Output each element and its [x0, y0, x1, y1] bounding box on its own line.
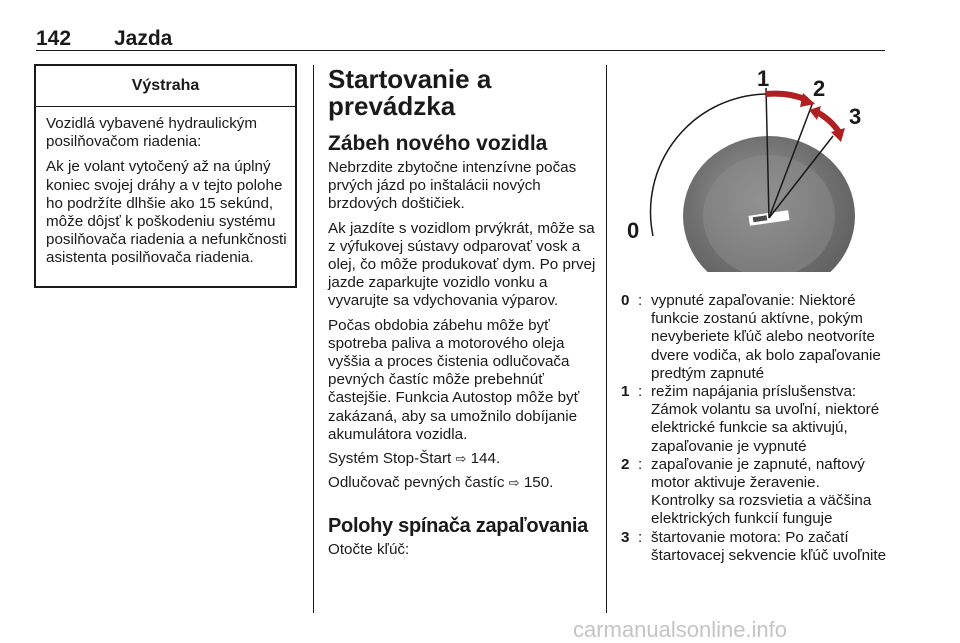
- page-number: 142: [36, 27, 72, 50]
- cross-reference-page: 144.: [470, 450, 501, 468]
- list-item: [621, 529, 887, 565]
- position-list: [621, 292, 887, 565]
- list-item-colon: :: [638, 455, 643, 473]
- position-label-0: 0: [627, 218, 640, 243]
- position-label-2: 2: [813, 76, 826, 101]
- cross-reference-text: Systém Stop-Štart: [328, 450, 452, 468]
- section-heading: Zábeh nového vozidla: [328, 132, 548, 155]
- watermark: carmanualsonline.info: [573, 617, 788, 642]
- warning-box: [34, 64, 297, 288]
- list-item: [621, 456, 887, 529]
- cross-reference-text: Odlučovač pevných častíc: [328, 474, 505, 492]
- cross-reference-page: 150.: [523, 474, 554, 492]
- position-label-1: 1: [757, 66, 770, 91]
- list-item-key: 0: [621, 292, 630, 309]
- list-item-key: 2: [621, 455, 630, 473]
- list-item: [621, 292, 887, 383]
- arrow-right-icon: ⇨: [455, 451, 467, 467]
- list-item-colon: :: [638, 528, 643, 546]
- warning-paragraph: Vozidlá vybavené hydraulickým posilňovačom riadenia:: [46, 115, 258, 151]
- warning-title: Výstraha: [36, 66, 295, 107]
- list-item-text: štartovanie motora: Po začatí štartovacej sekvencie kľúč uvoľnite: [651, 528, 887, 564]
- list-item-text: vypnuté zapaľovanie: Niektoré funkcie zostanú aktívne, pokým nevyberiete kľúč alebo neotvoríte dvere vodiča, ak bolo zapaľovanie predtým zapnuté: [651, 292, 881, 382]
- body-paragraph: Počas obdobia zábehu môže byť spotreba paliva a motorového oleja vyššia a proces čistenia odlučovača pevných častíc môže prebehnúť častejšie. Funkcia Autostop môže byť zakázaná, aby sa umožnilo dobíjanie akumulátora vozidla.: [328, 316, 580, 443]
- list-item-key: 3: [621, 528, 630, 546]
- warning-paragraph: Ak je volant vytočený až na úplný koniec svojej dráhy a v tejto polohe ho podržíte dlhšie ako 15 sekúnd, môže dôjsť k poškodeniu systému posilňovača riadenia a nefunkčnosti asistenta posilňovača riadenia.: [46, 158, 287, 267]
- middle-column: [328, 66, 596, 566]
- page-header: [36, 27, 885, 51]
- list-item-key: 1: [621, 383, 630, 401]
- warning-body: [36, 107, 295, 268]
- arrow-right-icon: ⇨: [508, 475, 520, 491]
- header-rule: [36, 50, 885, 51]
- list-item: [621, 383, 887, 456]
- list-item-colon: :: [638, 292, 643, 309]
- body-paragraph: Nebrzdite zbytočne intenzívne počas prvých jázd po inštalácii nových brzdových doštičiek.: [328, 159, 577, 213]
- ignition-key-dial-icon: [621, 66, 885, 272]
- list-item-colon: :: [638, 383, 643, 401]
- body-paragraph: Otočte kľúč:: [328, 541, 410, 559]
- list-item-text: zapaľovanie je zapnuté, naftový motor aktivuje žeravenie. Kontrolky sa rozsvietia a väčšina elektrických funkcií funguje: [651, 455, 872, 528]
- cross-reference[interactable]: [328, 474, 596, 492]
- cross-reference[interactable]: [328, 450, 596, 468]
- column-divider-right: [606, 65, 607, 613]
- list-item-text: režim napájania príslušenstva: Zámok volantu sa uvoľní, niektoré elektrické funkcie sa aktivujú, zapaľovanie je vypnuté: [651, 383, 880, 455]
- position-label-3: 3: [849, 104, 862, 129]
- column-divider-left: [313, 65, 314, 613]
- section-title: Jazda: [114, 27, 173, 50]
- ignition-figure: [621, 66, 885, 272]
- body-paragraph: Ak jazdíte s vozidlom prvýkrát, môže sa z výfukovej sústavy odparovať vosk a olej, čo môže produkovať dym. Po prvej jazde zaparkujte vozidlo vonku a vyvarujte sa vdychovania výparov.: [328, 219, 596, 310]
- chapter-heading: Startovanie a prevádzka: [328, 64, 492, 121]
- section-heading: Polohy spínača zapaľovania: [328, 515, 588, 538]
